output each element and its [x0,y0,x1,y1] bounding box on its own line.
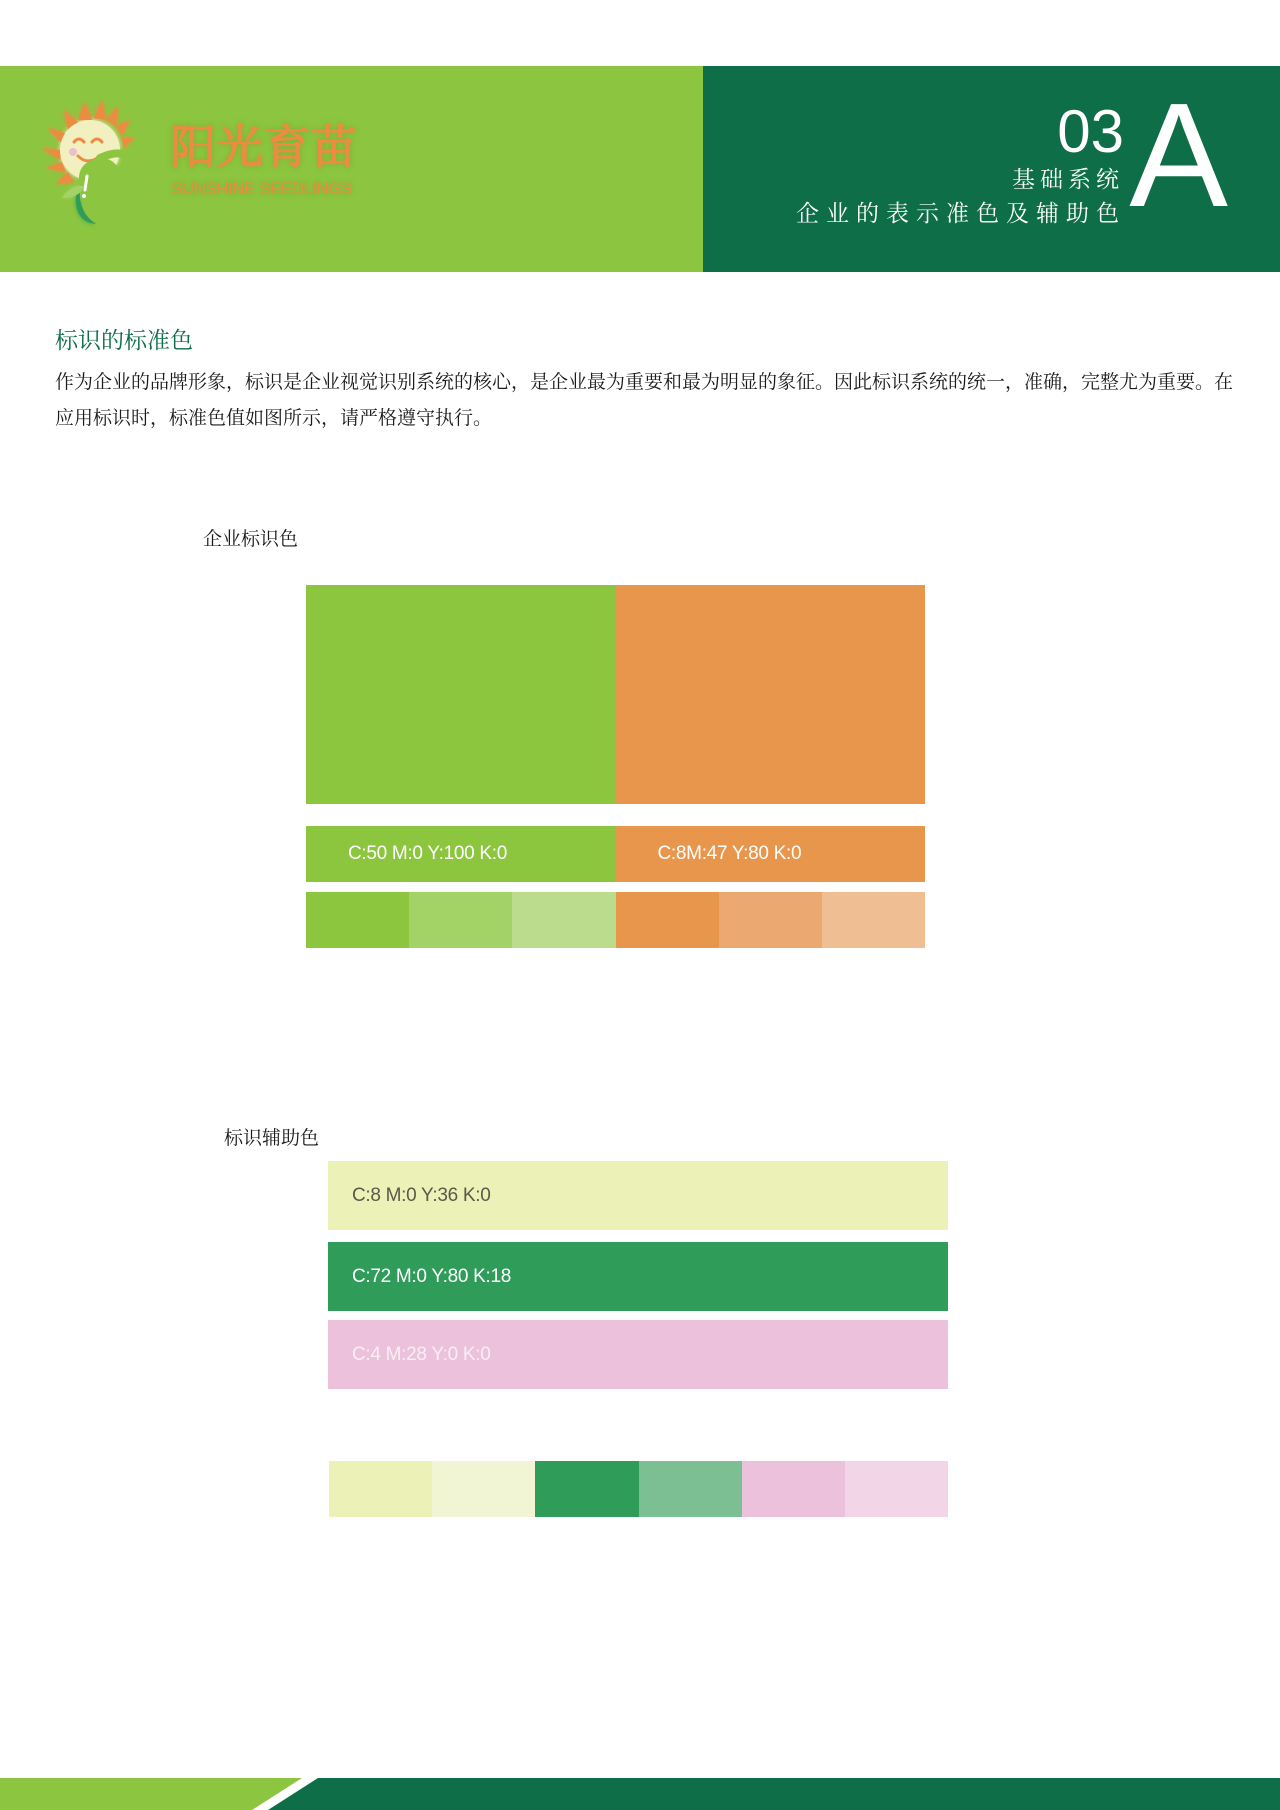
tint-swatch [535,1461,638,1517]
footer-band [0,1778,1280,1810]
sun-seedling-logo-icon [40,98,160,238]
aux-swatch-pale-yellow: C:8 M:0 Y:36 K:0 [328,1161,948,1230]
tint-swatch [512,892,615,948]
tint-swatch [329,1461,432,1517]
primary-colors-label: 企业标识色 [203,528,299,550]
tint-swatch [639,1461,742,1517]
primary-tint-strip [306,892,925,948]
brand-name-cn: 阳光育苗 [170,120,358,174]
cmyk-value-orange: C:8M:47 Y:80 K:0 [616,826,926,882]
header-brand-band [0,66,703,272]
page-header [0,66,1280,272]
tint-swatch [845,1461,948,1517]
cmyk-value-green: C:50 M:0 Y:100 K:0 [306,826,616,882]
intro-paragraph: 作为企业的品牌形象，标识是企业视觉识别系统的核心，是企业最为重要和最为明显的象征。因此标识系统的统一，准确，完整尤为重要。在应用标识时，标准色值如图所示，请严格遵守执行。 [55,371,1234,429]
section-category: 基础系统 [1012,167,1124,193]
tint-swatch [432,1461,535,1517]
primary-cmyk-bar [306,826,925,882]
aux-swatch-green: C:72 M:0 Y:80 K:18 [328,1242,948,1311]
primary-color-swatch-block [306,585,925,804]
brand-logo [40,98,370,238]
section-number: 03 [1057,98,1124,165]
section-title: 企业的表示准色及辅助色 [796,201,1126,227]
aux-swatch-pink: C:4 M:28 Y:0 K:0 [328,1320,948,1389]
tint-swatch [719,892,822,948]
tint-swatch [616,892,719,948]
tint-swatch [409,892,512,948]
auxiliary-tint-strip [329,1461,948,1517]
intro-heading: 标识的标准色 [55,328,193,354]
tint-swatch [742,1461,845,1517]
header-section-band [703,66,1280,272]
primary-swatch-orange [616,585,926,804]
tint-swatch [822,892,925,948]
auxiliary-colors-label: 标识辅助色 [224,1127,320,1149]
tint-swatch [306,892,409,948]
section-letter: A [1129,73,1228,238]
primary-swatch-green [306,585,616,804]
brand-name-en: SUNSHINE SEEDLINGS [171,179,352,198]
